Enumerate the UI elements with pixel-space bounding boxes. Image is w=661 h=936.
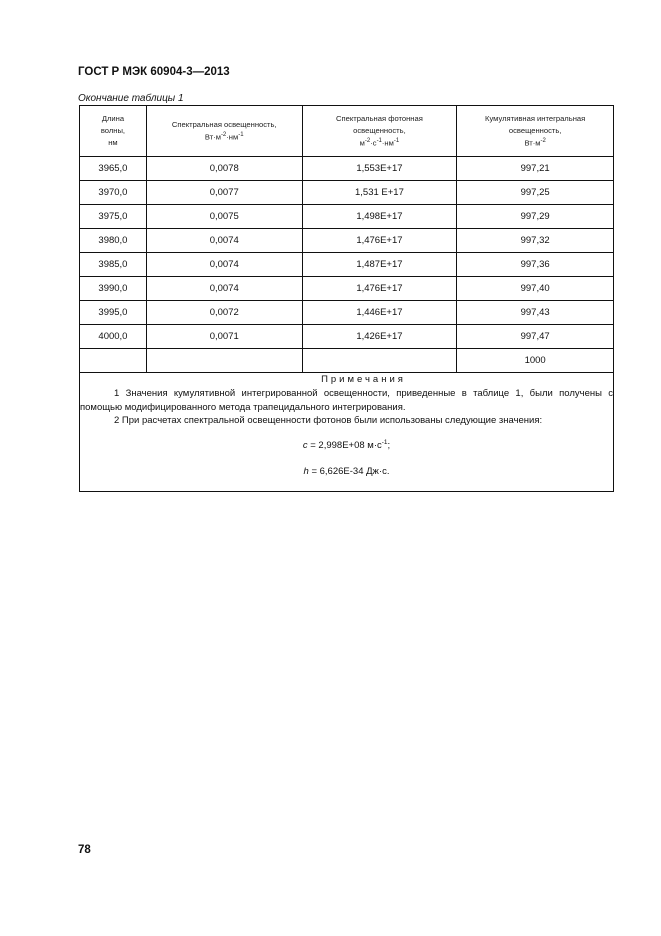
- cell-spectral: 0,0072: [146, 301, 302, 325]
- table-row: [80, 277, 614, 301]
- cell-wavelength: 3975,0: [80, 205, 147, 229]
- header-spectral-unit: Вт·м: [204, 132, 221, 142]
- notes-row: [80, 373, 614, 492]
- header-spectral-line1: Спектральная освещенность,: [171, 119, 277, 129]
- document-title: ГОСТ Р МЭК 60904-3—2013: [78, 66, 230, 78]
- cell-spectral: 0,0077: [146, 181, 302, 205]
- cell-cumulative: 997,32: [457, 229, 614, 253]
- cell-wavelength: 3995,0: [80, 301, 147, 325]
- table-row: [80, 229, 614, 253]
- header-photon-exp2: -1: [376, 137, 382, 144]
- header-spectral-exp1: -2: [220, 131, 227, 138]
- table-row: [80, 325, 614, 349]
- cell-photon: 1,446E+17: [302, 301, 457, 325]
- cell-spectral: 0,0074: [146, 229, 302, 253]
- table-row: [80, 253, 614, 277]
- note-2: 2 При расчетах спектральной освещенности фотонов были использованы следующие значения:: [114, 415, 543, 427]
- cell-wavelength: 3980,0: [80, 229, 147, 253]
- speed-of-light-formula: [80, 438, 613, 453]
- page-number: 78: [78, 844, 91, 856]
- cell-cumulative: 997,47: [457, 325, 614, 349]
- header-spectral-irradiance: [146, 106, 302, 157]
- c-end: ;: [387, 440, 391, 452]
- cell-empty: [302, 349, 457, 373]
- c-symbol: c: [302, 440, 308, 452]
- header-cumulative-exp1: -2: [540, 137, 546, 144]
- notes-heading: Примечания: [321, 374, 406, 385]
- cell-photon: 1,498E+17: [302, 205, 457, 229]
- cell-wavelength: 4000,0: [80, 325, 147, 349]
- cell-cumulative: 997,40: [457, 277, 614, 301]
- cell-cumulative: 997,43: [457, 301, 614, 325]
- h-value: = 6,626E-34 Дж·с.: [308, 465, 390, 477]
- cell-wavelength: 3985,0: [80, 253, 147, 277]
- table-row: [80, 301, 614, 325]
- table-total-row: [80, 349, 614, 373]
- header-wavelength: [80, 106, 147, 157]
- cell-empty: [80, 349, 147, 373]
- header-photon-exp3: -1: [393, 137, 400, 144]
- cell-cumulative: 997,36: [457, 253, 614, 277]
- cell-spectral: 0,0074: [146, 277, 302, 301]
- header-photon-unit3: ·нм: [381, 138, 394, 148]
- header-photon-unit: м: [359, 138, 365, 148]
- note-1: 1 Значения кумулятивной интегрированной освещенности, приведенные в таблице 1, были получены с помощью модифицированного метода трапецидального интегрирования.: [80, 387, 613, 413]
- header-cumulative-line1: Кумулятивная интегральная: [485, 114, 586, 124]
- cell-cumulative: 997,21: [457, 157, 614, 181]
- header-spectral-unit2: ·нм: [226, 132, 239, 142]
- header-photon-unit2: ·с: [370, 138, 377, 148]
- cell-photon: 1,476E+17: [302, 229, 457, 253]
- header-wavelength-line2: волны,: [100, 126, 126, 136]
- header-cumulative-unit: Вт·м: [524, 138, 541, 148]
- cell-spectral: 0,0075: [146, 205, 302, 229]
- cell-wavelength: 3990,0: [80, 277, 147, 301]
- c-value: = 2,998E+08 м·с: [307, 440, 382, 452]
- header-photon-irradiance: [302, 106, 457, 157]
- notes-cell: [80, 373, 614, 492]
- planck-constant-formula: [80, 465, 613, 479]
- header-wavelength-line3: нм: [108, 137, 118, 147]
- table-row: [80, 181, 614, 205]
- table-row: [80, 205, 614, 229]
- cell-wavelength: 3965,0: [80, 157, 147, 181]
- cell-photon: 1,487E+17: [302, 253, 457, 277]
- cell-cumulative: 997,29: [457, 205, 614, 229]
- header-cumulative-irradiance: [457, 106, 614, 157]
- table-caption: Окончание таблицы 1: [78, 93, 184, 104]
- cell-spectral: 0,0074: [146, 253, 302, 277]
- cell-cumulative: 997,25: [457, 181, 614, 205]
- header-photon-exp1: -2: [364, 137, 371, 144]
- cell-photon: 1,476E+17: [302, 277, 457, 301]
- header-cumulative-line2: освещенность,: [508, 125, 562, 135]
- cell-total: 1000: [457, 349, 614, 373]
- h-symbol: h: [303, 465, 309, 477]
- cell-photon: 1,553E+17: [302, 157, 457, 181]
- header-photon-line1: Спектральная фотонная: [336, 114, 423, 124]
- header-photon-line2: освещенность,: [353, 125, 406, 135]
- header-wavelength-line1: Длина: [101, 114, 125, 124]
- cell-photon: 1,426E+17: [302, 325, 457, 349]
- irradiance-table: [79, 105, 614, 492]
- cell-photon: 1,531 E+17: [302, 181, 457, 205]
- header-spectral-exp2: -1: [238, 131, 244, 138]
- cell-spectral: 0,0071: [146, 325, 302, 349]
- cell-wavelength: 3970,0: [80, 181, 147, 205]
- table-header-row: [80, 106, 614, 157]
- cell-empty: [146, 349, 302, 373]
- c-exponent: -1: [381, 439, 388, 447]
- cell-spectral: 0,0078: [146, 157, 302, 181]
- table-row: [80, 157, 614, 181]
